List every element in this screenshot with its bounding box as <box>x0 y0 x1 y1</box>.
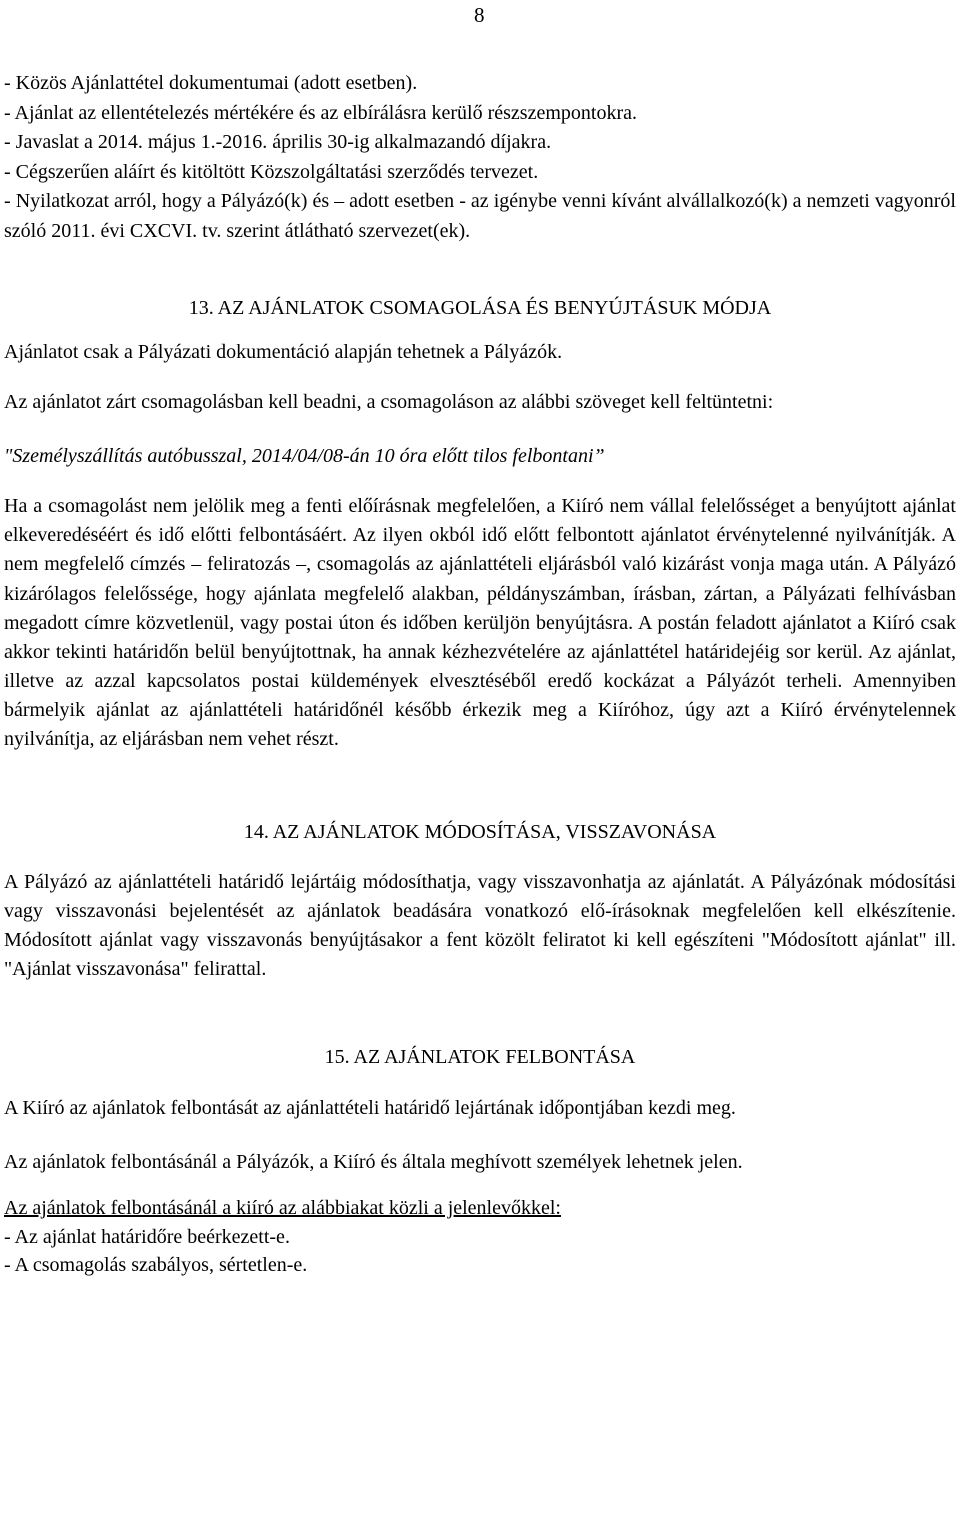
section-15-list <box>4 1223 956 1280</box>
section-13-paragraph-2: Az ajánlatot zárt csomagolásban kell beadni, a csomagoláson az alábbi szöveget kell feltüntetni: <box>4 391 774 414</box>
list-item: - Az ajánlat határidőre beérkezett-e. <box>4 1225 290 1248</box>
list-item: - Nyilatkozat arról, hogy a Pályázó(k) és – adott esetben - az igénybe venni kívánt alvállalkozó(k) a nemzeti vagyonról szóló 2011. évi CXCVI. tv. szerint átlátható szervezet(ek). <box>4 190 956 242</box>
section-15-paragraph-1: A Kiíró az ajánlatok felbontását az ajánlattételi határidő lejártának időpontjában kezdi meg. <box>4 1096 736 1119</box>
section-13-paragraph-1: Ajánlatot csak a Pályázati dokumentáció alapján tehetnek a Pályázók. <box>4 341 563 363</box>
section-14-paragraph-1: A Pályázó az ajánlattételi határidő lejártáig módosíthatja, vagy visszavonhatja az ajánlatát. A Pályázónak módosítási vagy visszavonási bejelentését az ajánlatok beadására vonatkozó elő-írásoknak megfelelően kell elkészítenie. Módosított ajánlat vagy visszavonás benyújtásakor a fent közölt feliratot ki kell egészíteni "Módosított ajánlat" ill. "Ajánlat visszavonása" felirattal. <box>4 871 956 981</box>
list-item: - Ajánlat az ellentételezés mértékére és az elbírálásra kerülő részszempontokra. <box>4 101 637 124</box>
section-15-paragraph-2: Az ajánlatok felbontásánál a Pályázók, a Kiíró és általa meghívott személyek lehetnek jelen. <box>4 1150 743 1173</box>
page-number: 8 <box>474 3 485 27</box>
section-14-heading: 14. AZ AJÁNLATOK MÓDOSÍTÁSA, VISSZAVONÁSA <box>243 821 717 844</box>
document-body <box>4 69 956 1280</box>
list-item: - Közös Ajánlattétel dokumentumai (adott esetben). <box>4 72 418 94</box>
section-13-quote: "Személyszállítás autóbusszal, 2014/04/08-án 10 óra előtt tilos felbontani” <box>4 445 605 468</box>
list-item: - Javaslat a 2014. május 1.-2016. április 30-ig alkalmazandó díjakra. <box>4 131 552 153</box>
section-15-paragraph-3: Az ajánlatok felbontásánál a kiíró az alábbiakat közli a jelenlevőkkel: <box>4 1196 561 1219</box>
section-13-paragraph-3: Ha a csomagolást nem jelölik meg a fenti előírásnak megfelelően, a Kiíró nem vállal felelősséget a benyújtott ajánlat elkeveredéséért és idő előtti felbontásáért. Az ilyen okból idő előtt felbontott ajánlatot érvénytelenné nyilvánítják. A nem megfelelő címzés – feliratozás –, csomagolás az ajánlattételi eljárásból való kizárást vonja maga után. A Pályázó kizárólagos felelőssége, hogy ajánlata megfelelő alakban, példányszámban, írásban, zártan, a Pályázati felhívásban megadott címre közvetlenül, vagy postai úton és időben kerüljön benyújtásra. A postán feladott ajánlatot a Kiíró csak akkor tekinti határidőn belül benyújtottnak, ha annak kézhezvételére az ajánlattétel határidejéig sor kerül. Az ajánlat, illetve az azzal kapcsolatos postai küldemények elvesztéséből eredő kockázat a Pályázót terheli. Amennyiben bármelyik ajánlat az ajánlattételi határidőnél később érkezik meg a Kiíróhoz, úgy azt a Kiíró érvénytelennek nyilvánítja, az eljárásban nem vehet részt. <box>4 495 956 751</box>
list-item: - Cégszerűen aláírt és kitöltött Közszolgáltatási szerződés tervezet. <box>4 160 539 183</box>
list-item: - A csomagolás szabályos, sértetlen-e. <box>4 1254 308 1277</box>
top-list <box>4 69 956 246</box>
section-15-heading: 15. AZ AJÁNLATOK FELBONTÁSA <box>324 1045 636 1068</box>
section-13-heading: 13. AZ AJÁNLATOK CSOMAGOLÁSA ÉS BENYÚJTÁSUK MÓDJA <box>188 297 772 319</box>
